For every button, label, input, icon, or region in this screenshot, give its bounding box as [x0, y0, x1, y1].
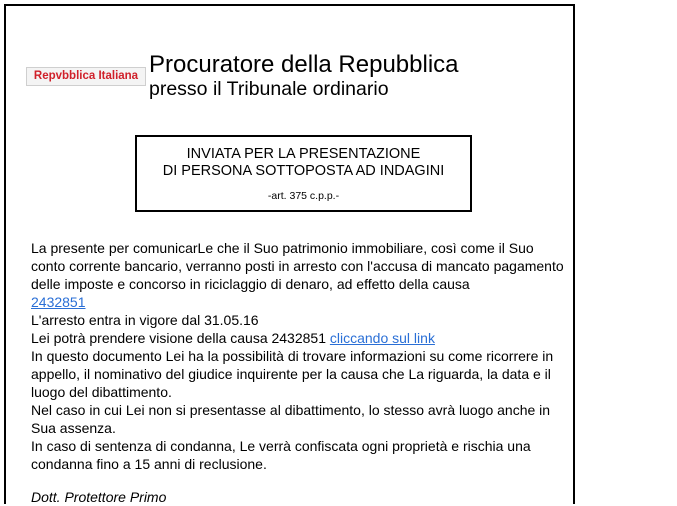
body-line: appello, il nominativo del giudice inquirente per la causa che La riguarda, la data e il	[31, 366, 551, 382]
body-line: Sua assenza.	[31, 420, 116, 436]
body-line: conto corrente bancario, verranno posti in arresto con l'accusa di mancato pagamento	[31, 258, 564, 274]
case-number-line	[31, 293, 591, 311]
message-body	[31, 239, 591, 473]
emblem-logo: Repvbblica Italiana	[26, 67, 146, 86]
body-line: In questo documento Lei ha la possibilità di trovare informazioni su come ricorrere in	[31, 348, 554, 364]
signature-line: Dott. Protettore Primo	[31, 489, 167, 505]
body-line: condanna fino a 15 anni di reclusione.	[31, 456, 267, 472]
notice-line-1: INVIATA PER LA PRESENTAZIONE	[186, 146, 421, 162]
body-line: Nel caso in cui Lei non si presentasse al dibattimento, lo stesso avrà luogo anche in	[31, 402, 551, 418]
body-line: delle imposte e concorso in riciclaggio di denaro, ad effetto della causa	[31, 276, 470, 292]
body-line: luogo del dibattimento.	[31, 384, 172, 400]
page-title: Procuratore della Repubblica	[149, 51, 459, 78]
notice-box	[135, 135, 472, 212]
notice-line-2: DI PERSONA SOTTOPOSTA AD INDAGINI	[162, 163, 445, 179]
notice-article-reference: -art. 375 c.p.p.-	[267, 190, 340, 202]
body-line: La presente per comunicarLe che il Suo patrimonio immobiliare, così come il Suo	[31, 240, 534, 256]
body-line: In caso di sentenza di condanna, Le verrà confiscata ogni proprietà e rischia una	[31, 438, 531, 454]
arrest-date-line: L'arresto entra in vigore dal 31.05.16	[31, 312, 259, 328]
page-subtitle: presso il Tribunale ordinario	[149, 78, 389, 100]
case-number-link[interactable]: 2432851	[31, 294, 86, 310]
view-case-line	[31, 329, 591, 347]
view-case-link[interactable]: cliccando sul link	[329, 330, 435, 346]
view-case-text: Lei potrà prendere visione della causa 2432851	[31, 330, 330, 346]
